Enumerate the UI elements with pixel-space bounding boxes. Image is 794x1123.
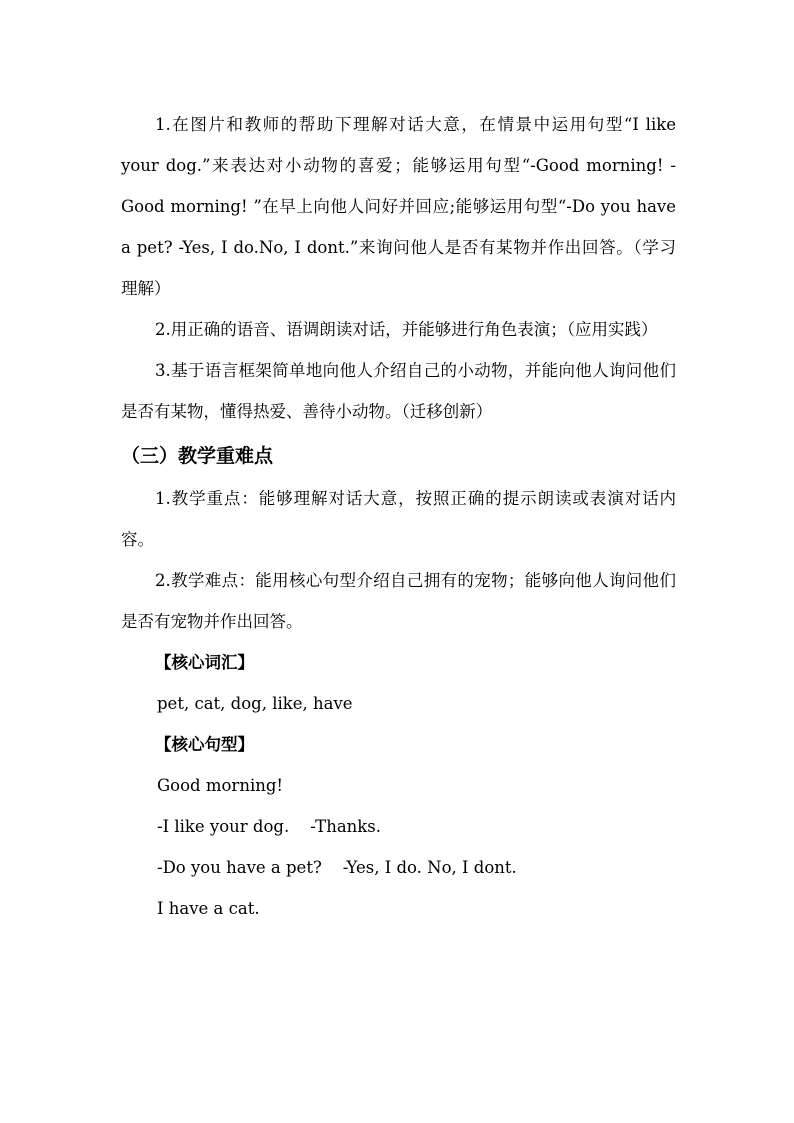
core-vocabulary-label: 【核心词汇】	[155, 653, 254, 672]
core-sentence-line: I have a cat.	[157, 899, 260, 918]
objective-2: 2.用正确的语音、语调朗读对话，并能够进行角色表演；（应用实践）	[155, 320, 658, 339]
objective-1: 1.在图片和教师的帮助下理解对话大意，在情景中运用句型“I like your dog.”来表达对小动物的喜爱；能够运用句型“-Good morning! -Good morning! ”在早上向他人问好并回应;能够运用句型“-Do you have a pet? -Yes, I do.No, I dont.”来询问他人是否有某物并作出回答。（学习理解）	[121, 115, 676, 298]
key-point: 1.教学重点：能够理解对话大意，按照正确的提示朗读或表演对话内容。	[121, 489, 676, 549]
difficult-point: 2.教学难点：能用核心句型介绍自己拥有的宠物；能够向他人询问他们是否有宠物并作出回答。	[121, 571, 676, 631]
objective-3: 3.基于语言框架简单地向他人介绍自己的小动物，并能向他人询问他们是否有某物，懂得热爱、善待小动物。（迁移创新）	[121, 361, 676, 421]
section-heading-key-difficult-points: （三）教学重难点	[121, 445, 274, 467]
core-sentences-label: 【核心句型】	[155, 735, 254, 754]
core-sentence-line: -I like your dog. -Thanks.	[157, 817, 381, 836]
core-sentence-line: Good morning!	[157, 776, 284, 795]
core-sentence-line: -Do you have a pet? -Yes, I do. No, I dont.	[157, 858, 517, 877]
core-vocabulary-words: pet, cat, dog, like, have	[157, 694, 353, 713]
